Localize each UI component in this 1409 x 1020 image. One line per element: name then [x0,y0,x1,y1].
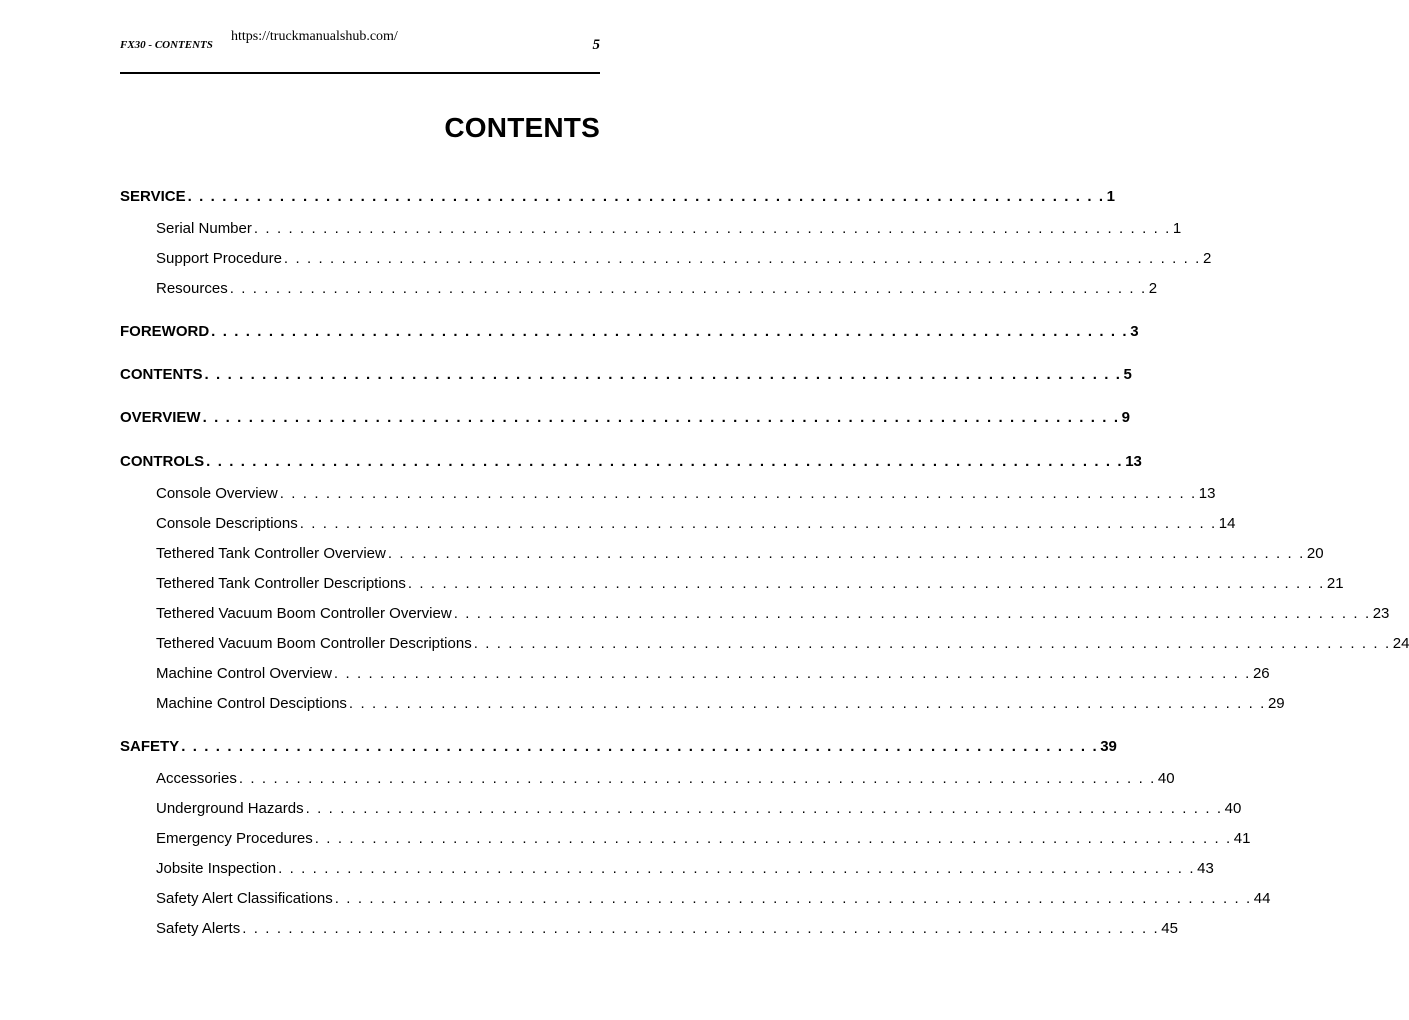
toc-page-number: 40 [1157,770,1175,787]
toc-title: Tethered Vacuum Boom Controller Overview [156,605,452,622]
toc-page-number: 41 [1233,830,1251,847]
toc-page-number: 23 [1372,605,1390,622]
toc-page-number: 1 [1172,220,1182,237]
toc-entry[interactable] [156,768,1175,790]
toc-section[interactable] [120,736,1117,758]
toc-page-number: 43 [1197,860,1214,877]
running-head: FX30 - CONTENTS [120,39,213,51]
dot-leader: . . . . . . . . . . . . . . . . . . . . . . . . . . . . . . . . . . . . . . . . . . . . . . . . . . . . . . . . . . . . . . . . . . . . . . . . . . . . . . . . [348,695,1266,712]
toc-title: Tethered Tank Controller Descriptions [156,575,406,592]
dot-leader: . . . . . . . . . . . . . . . . . . . . . . . . . . . . . . . . . . . . . . . . . . . . . . . . . . . . . . . . . . . . . . . . . . . . . . . . . . . . . . . . [278,860,1196,877]
toc-entry[interactable] [156,858,1214,880]
dot-leader: . . . . . . . . . . . . . . . . . . . . . . . . . . . . . . . . . . . . . . . . . . . . . . . . . . . . . . . . . . . . . . . . . . . . . . . . . . . . . . . . [407,575,1325,592]
toc-title: Safety Alert Classifications [156,890,333,907]
toc-page-number: 14 [1218,515,1236,532]
toc-entry[interactable] [156,513,1236,535]
toc-title: Machine Control Overview [156,665,332,682]
toc-title: Accessories [156,770,237,787]
toc-entry[interactable] [156,248,1212,270]
toc-title: Jobsite Inspection [156,860,277,877]
dot-leader: . . . . . . . . . . . . . . . . . . . . . . . . . . . . . . . . . . . . . . . . . . . . . . . . . . . . . . . . . . . . . . . . . . . . . . . . . . . . . . . . [387,545,1305,562]
toc-page-number: 45 [1161,920,1178,937]
toc-page-number: 39 [1100,738,1117,755]
toc-title: Tethered Tank Controller Overview [156,545,386,562]
toc-title: Machine Control Desciptions [156,695,347,712]
toc-page-number: 29 [1267,695,1285,712]
header-rule [120,72,600,74]
dot-leader: . . . . . . . . . . . . . . . . . . . . . . . . . . . . . . . . . . . . . . . . . . . . . . . . . . . . . . . . . . . . . . . . . . . . . . . . . . . . . . . . [314,830,1232,847]
toc-title: CONTROLS [120,453,205,470]
dot-leader: . . . . . . . . . . . . . . . . . . . . . . . . . . . . . . . . . . . . . . . . . . . . . . . . . . . . . . . . . . . . . . . . . . . . . . . . . . . . . . . . [473,635,1391,652]
toc-entry[interactable] [156,918,1178,940]
toc-title: Console Descriptions [156,515,298,532]
toc-title: OVERVIEW [120,409,201,426]
dot-leader: . . . . . . . . . . . . . . . . . . . . . . . . . . . . . . . . . . . . . . . . . . . . . . . . . . . . . . . . . . . . . . . . . . . . . . . . . . . . . . . . [334,890,1252,907]
toc-page-number: 5 [1123,366,1132,383]
dot-leader: . . . . . . . . . . . . . . . . . . . . . . . . . . . . . . . . . . . . . . . . . . . . . . . . . . . . . . . . . . . . . . . . . . . . . . . . . . . . . . . . [187,188,1105,205]
toc-title: Underground Hazards [156,800,304,817]
toc-entry[interactable] [156,278,1158,300]
toc-title: Console Overview [156,485,278,502]
dot-leader: . . . . . . . . . . . . . . . . . . . . . . . . . . . . . . . . . . . . . . . . . . . . . . . . . . . . . . . . . . . . . . . . . . . . . . . . . . . . . . . . [299,515,1217,532]
toc-entry[interactable] [156,798,1242,820]
dot-leader: . . . . . . . . . . . . . . . . . . . . . . . . . . . . . . . . . . . . . . . . . . . . . . . . . . . . . . . . . . . . . . . . . . . . . . . . . . . . . . . . [238,770,1156,787]
toc-section[interactable] [120,451,1142,473]
toc-page-number: 13 [1198,485,1216,502]
toc-title: SERVICE [120,188,186,205]
dot-leader: . . . . . . . . . . . . . . . . . . . . . . . . . . . . . . . . . . . . . . . . . . . . . . . . . . . . . . . . . . . . . . . . . . . . . . . . . . . . . . . . [181,738,1099,755]
toc-page-number: 2 [1202,250,1212,267]
toc-section[interactable] [120,321,1139,343]
dot-leader: . . . . . . . . . . . . . . . . . . . . . . . . . . . . . . . . . . . . . . . . . . . . . . . . . . . . . . . . . . . . . . . . . . . . . . . . . . . . . . . . [242,920,1160,937]
toc-page-number: 3 [1130,323,1139,340]
toc-title: Support Procedure [156,250,282,267]
toc-section[interactable] [120,364,1132,386]
dot-leader: . . . . . . . . . . . . . . . . . . . . . . . . . . . . . . . . . . . . . . . . . . . . . . . . . . . . . . . . . . . . . . . . . . . . . . . . . . . . . . . . [202,409,1120,426]
dot-leader: . . . . . . . . . . . . . . . . . . . . . . . . . . . . . . . . . . . . . . . . . . . . . . . . . . . . . . . . . . . . . . . . . . . . . . . . . . . . . . . . [229,280,1147,297]
toc-title: SAFETY [120,738,180,755]
toc-page-number: 20 [1306,545,1324,562]
dot-leader: . . . . . . . . . . . . . . . . . . . . . . . . . . . . . . . . . . . . . . . . . . . . . . . . . . . . . . . . . . . . . . . . . . . . . . . . . . . . . . . . [211,323,1129,340]
toc-page-number: 21 [1326,575,1344,592]
toc-section[interactable] [120,186,1115,208]
dot-leader: . . . . . . . . . . . . . . . . . . . . . . . . . . . . . . . . . . . . . . . . . . . . . . . . . . . . . . . . . . . . . . . . . . . . . . . . . . . . . . . . [305,800,1223,817]
toc-title: Emergency Procedures [156,830,313,847]
toc-page-number: 2 [1148,280,1158,297]
toc-title: Resources [156,280,228,297]
toc-entry[interactable] [156,633,1409,655]
toc-page-number: 13 [1125,453,1142,470]
toc-title: Tethered Vacuum Boom Controller Descriptions [156,635,472,652]
toc-entry[interactable] [156,483,1216,505]
dot-leader: . . . . . . . . . . . . . . . . . . . . . . . . . . . . . . . . . . . . . . . . . . . . . . . . . . . . . . . . . . . . . . . . . . . . . . . . . . . . . . . . [253,220,1171,237]
toc-entry[interactable] [156,828,1251,850]
toc-entry[interactable] [156,218,1182,240]
toc-page-number: 24 [1392,635,1409,652]
dot-leader: . . . . . . . . . . . . . . . . . . . . . . . . . . . . . . . . . . . . . . . . . . . . . . . . . . . . . . . . . . . . . . . . . . . . . . . . . . . . . . . . [204,366,1122,383]
toc-entry[interactable] [156,573,1344,595]
toc-entry[interactable] [156,888,1271,910]
toc-page-number: 26 [1252,665,1270,682]
dot-leader: . . . . . . . . . . . . . . . . . . . . . . . . . . . . . . . . . . . . . . . . . . . . . . . . . . . . . . . . . . . . . . . . . . . . . . . . . . . . . . . . [279,485,1197,502]
toc-section[interactable] [120,407,1130,429]
toc-entry[interactable] [156,693,1285,715]
toc-entry[interactable] [156,603,1390,625]
toc-title: Safety Alerts [156,920,241,937]
dot-leader: . . . . . . . . . . . . . . . . . . . . . . . . . . . . . . . . . . . . . . . . . . . . . . . . . . . . . . . . . . . . . . . . . . . . . . . . . . . . . . . . [333,665,1251,682]
dot-leader: . . . . . . . . . . . . . . . . . . . . . . . . . . . . . . . . . . . . . . . . . . . . . . . . . . . . . . . . . . . . . . . . . . . . . . . . . . . . . . . . [283,250,1201,267]
toc-page-number: 44 [1253,890,1271,907]
dot-leader: . . . . . . . . . . . . . . . . . . . . . . . . . . . . . . . . . . . . . . . . . . . . . . . . . . . . . . . . . . . . . . . . . . . . . . . . . . . . . . . . [453,605,1371,622]
toc-page-number: 1 [1106,188,1115,205]
toc-entry[interactable] [156,663,1270,685]
toc-title: CONTENTS [120,366,203,383]
toc-page-number: 9 [1121,409,1130,426]
toc-entry[interactable] [156,543,1324,565]
dot-leader: . . . . . . . . . . . . . . . . . . . . . . . . . . . . . . . . . . . . . . . . . . . . . . . . . . . . . . . . . . . . . . . . . . . . . . . . . . . . . . . . [206,453,1124,470]
page-title: CONTENTS [444,112,600,143]
source-url: https://truckmanualshub.com/ [231,29,398,44]
toc-title: FOREWORD [120,323,210,340]
page-number: 5 [592,37,600,53]
toc-title: Serial Number [156,220,252,237]
toc-page-number: 40 [1224,800,1242,817]
